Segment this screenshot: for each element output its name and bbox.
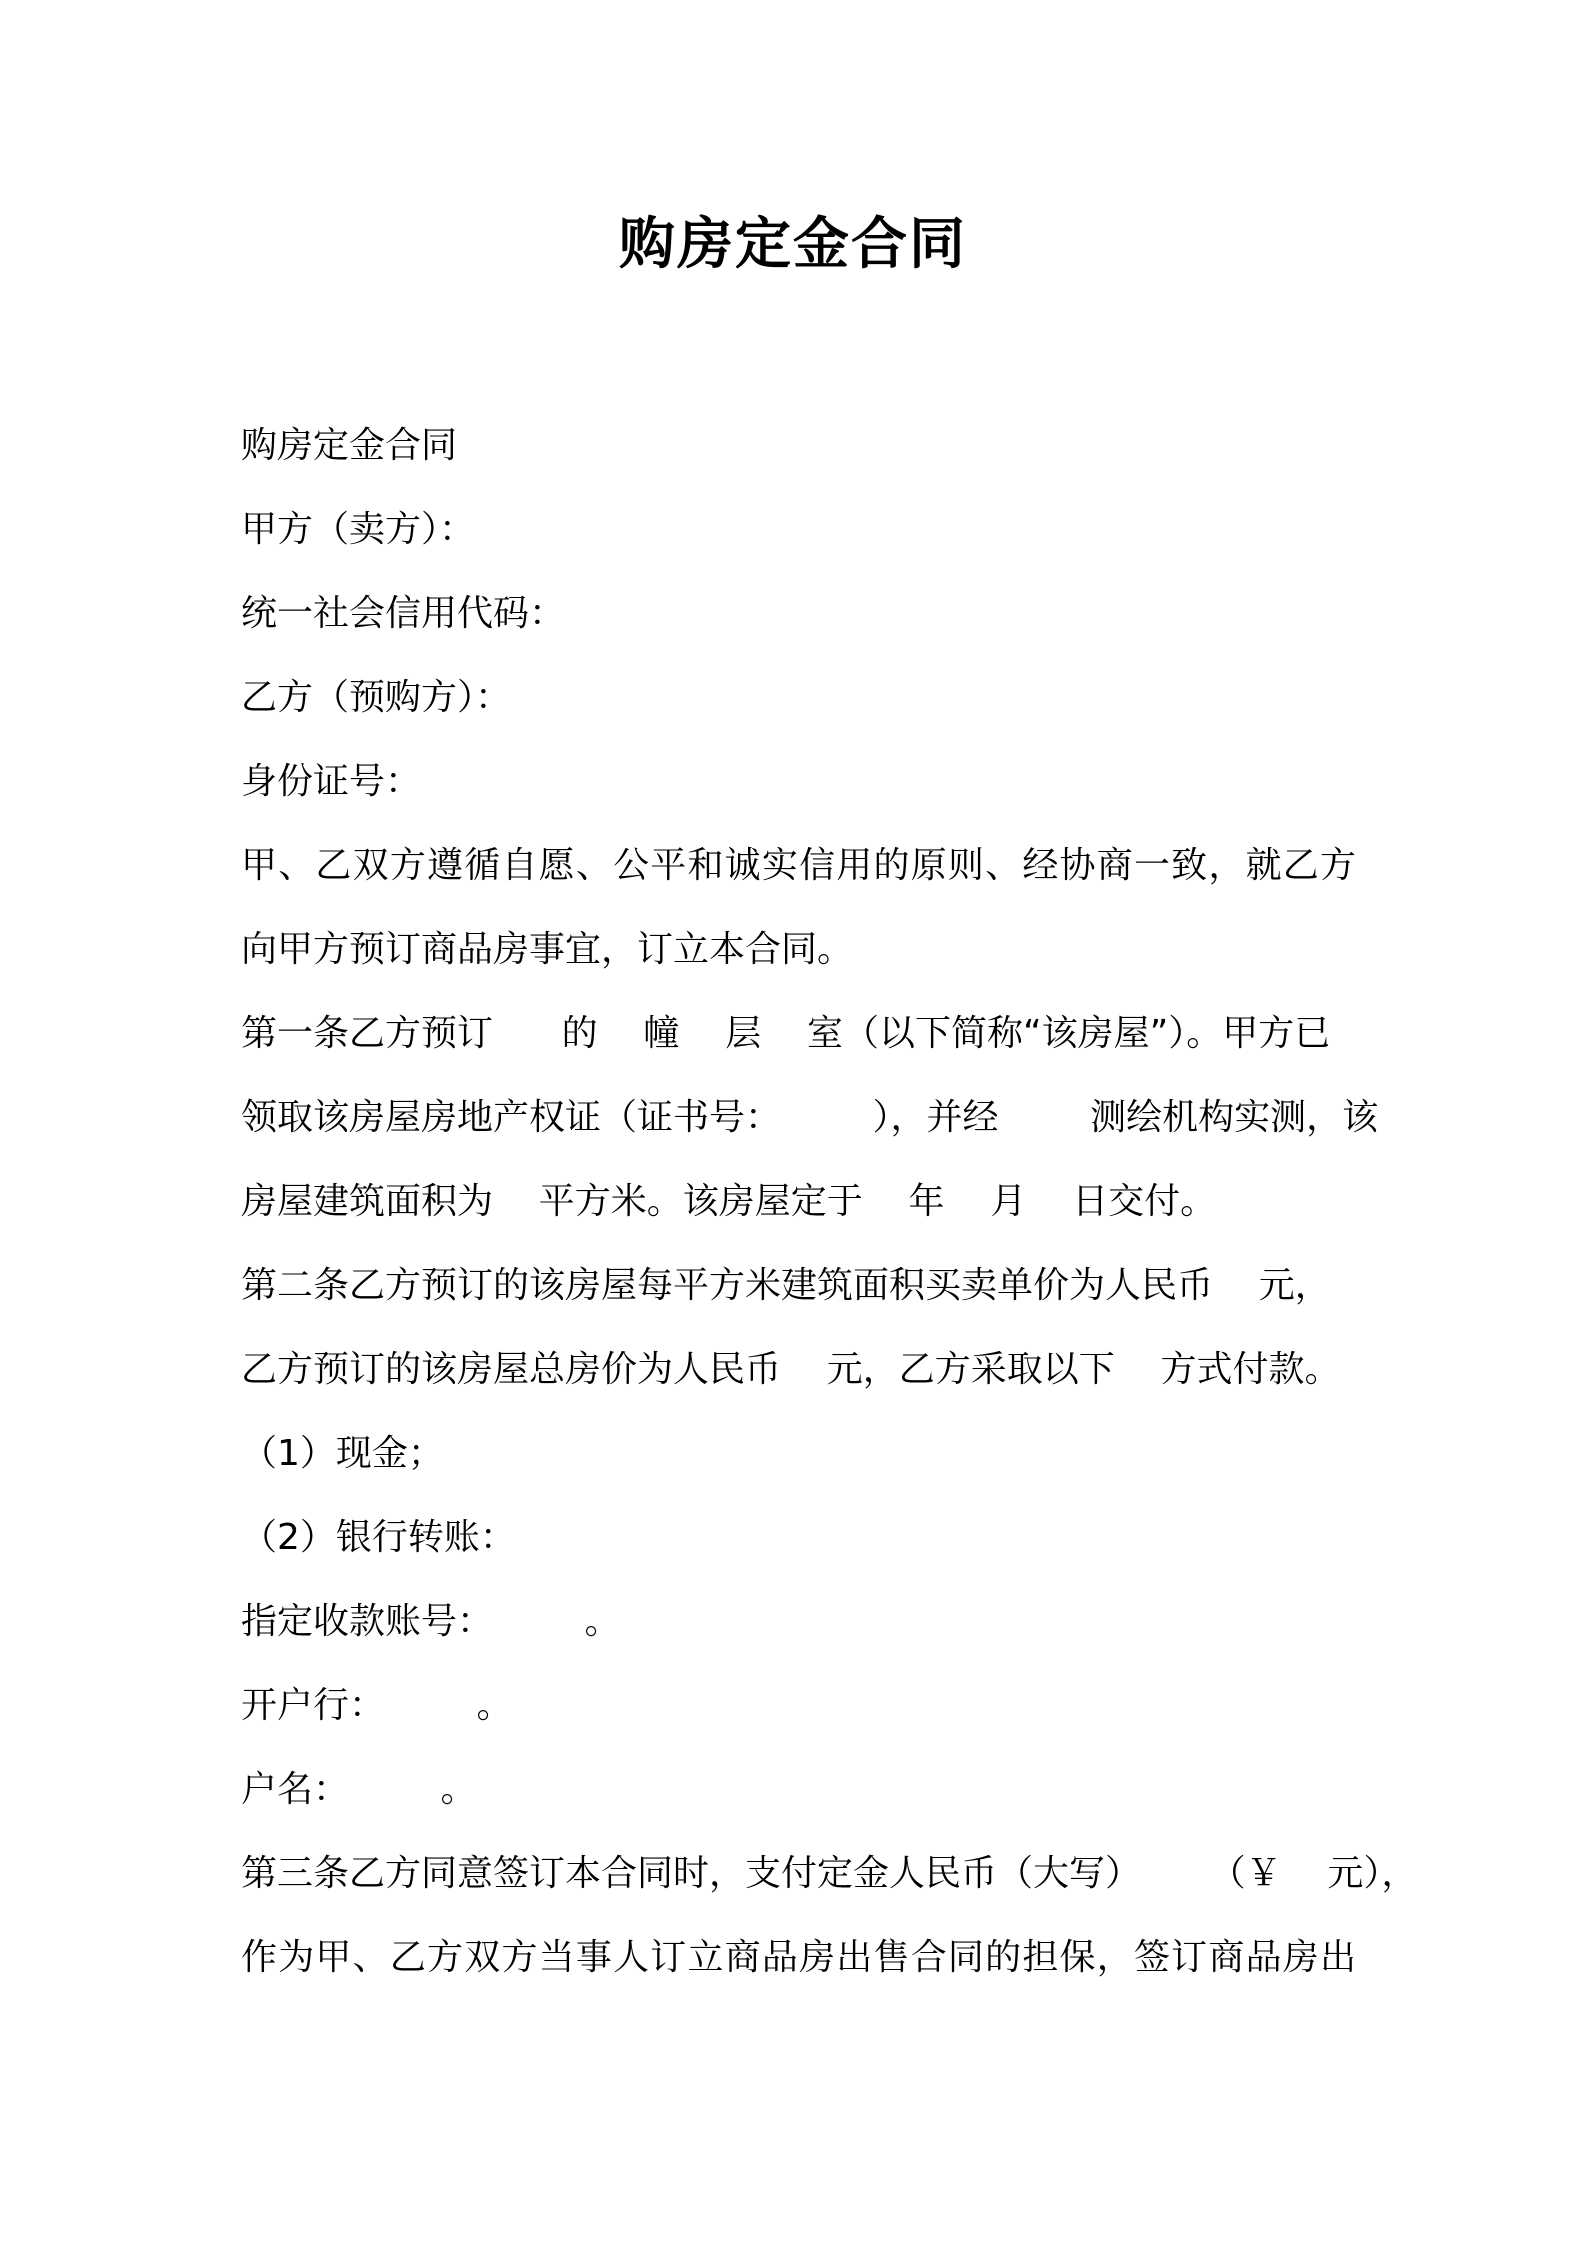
document-body — [241, 404, 1418, 2000]
credit-code-line: 统一社会信用代码： — [241, 593, 566, 634]
bank-line: 开户行： 。 — [241, 1685, 513, 1726]
id-number-line: 身份证号： — [241, 761, 422, 802]
article-2-line-2: 乙方预订的该房屋总房价为人民币 元，乙方采取以下 方式付款。 — [241, 1349, 1341, 1390]
party-b-line: 乙方（预购方）： — [241, 677, 512, 718]
payment-option-cash: （1）现金； — [241, 1433, 444, 1474]
article-2-line-1: 第二条乙方预订的该房屋每平方米建筑面积买卖单价为人民币 元， — [241, 1265, 1331, 1306]
preamble-line-1: 甲、乙双方遵循自愿、公平和诚实信用的原则、经协商一致，就乙方 — [241, 845, 1356, 886]
payment-option-transfer: （2）银行转账： — [241, 1517, 516, 1558]
article-1-line-3: 房屋建筑面积为 平方米。该房屋定于 年 月 日交付。 — [241, 1181, 1217, 1222]
article-1-line-2: 领取该房屋房地产权证（证书号： ），并经 测绘机构实测，该 — [241, 1097, 1379, 1138]
article-3-line-1: 第三条乙方同意签订本合同时，支付定金人民币（大写） （￥ 元）， — [241, 1853, 1418, 1894]
article-3-line-2: 作为甲、乙方双方当事人订立商品房出售合同的担保，签订商品房出 — [241, 1937, 1356, 1978]
document-title: 购房定金合同 — [619, 212, 967, 277]
preamble-line-2: 向甲方预订商品房事宜，订立本合同。 — [241, 929, 854, 970]
party-a-line: 甲方（卖方）： — [241, 509, 476, 550]
article-1-line-1: 第一条乙方预订 的 幢 层 室（以下简称“该房屋”）。甲方已 — [241, 1013, 1331, 1054]
account-name-line: 户名： 。 — [241, 1769, 477, 1810]
account-number-line: 指定收款账号： 。 — [241, 1601, 621, 1642]
subtitle-line: 购房定金合同 — [241, 425, 458, 466]
